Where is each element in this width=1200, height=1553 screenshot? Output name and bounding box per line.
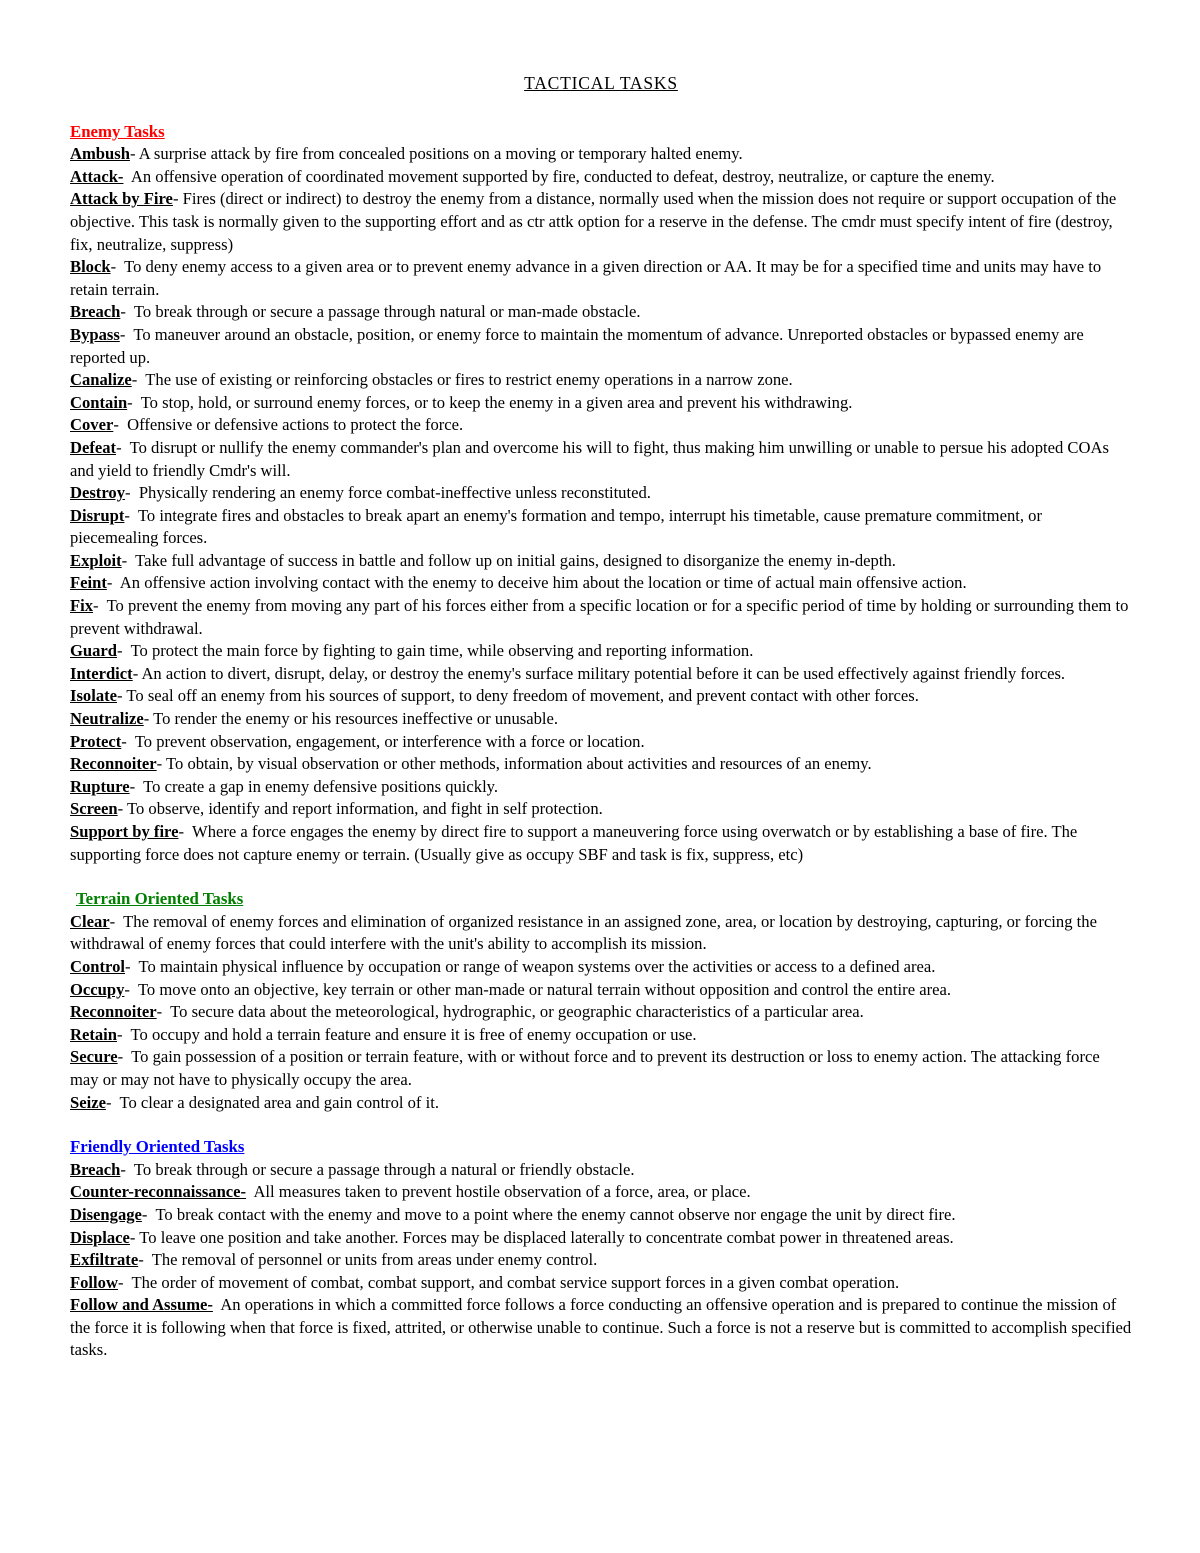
task-definition: The removal of personnel or units from areas under enemy control. [151,1250,598,1270]
task-entry [70,1159,1132,1182]
task-term: Exploit [70,550,122,570]
task-term: Control [70,956,126,976]
task-term: Follow and Assume- [70,1295,213,1315]
task-definition: To integrate fires and obstacles to break apart an enemy's formation and tempo, interrupt his timetable, cause premature commitment, or piecemealing forces. [70,505,1042,548]
task-term: Feint [70,573,107,593]
task-entry [70,753,1132,776]
task-entry [70,392,1132,415]
task-separator: - [125,483,139,503]
task-term: Attack by Fire [70,189,173,209]
task-separator: - [120,1159,134,1179]
task-entry [70,1272,1132,1295]
task-term: Fix [70,596,94,616]
task-term: Reconnoiter [70,1002,157,1022]
task-term: Rupture [70,776,130,796]
task-entry [70,640,1132,663]
task-definition: To stop, hold, or surround enemy forces, or to keep the enemy in a given area and prevent his withdrawing. [140,392,853,412]
task-definition: An offensive action involving contact with the enemy to deceive him about the location or time of actual main offensive action. [119,573,967,593]
task-term: Exfiltrate [70,1250,139,1270]
task-definition: To break through or secure a passage through a natural or friendly obstacle. [133,1159,635,1179]
task-entry [70,776,1132,799]
task-entry [70,1046,1132,1091]
task-definition: Fires (direct or indirect) to destroy the enemy from a distance, normally used when the mission does not require or support occupation of the objective. This task is normally given to the supporting effort and as ctr attk option for a reserve in the defense. The cmdr must specify intent of fire (destroy, fix, neutralize, suppress) [70,189,1117,254]
task-separator [123,167,130,186]
task-definition: To prevent the enemy from moving any part of his forces either from a specific location or for a specific period of time by holding or surrounding them to prevent withdrawal. [70,596,1129,638]
task-definition: To clear a designated area and gain control of it. [119,1092,439,1112]
task-term: Counter-reconnaissance- [70,1182,247,1202]
task-entry [70,663,1132,686]
task-term: Protect [70,731,122,751]
task-entry [70,550,1132,573]
task-term: Disengage [70,1204,142,1224]
section-title: Enemy Tasks [70,121,165,141]
task-definition: To maneuver around an obstacle, position, or enemy force to maintain the momentum of advance. Unreported obstacles or bypassed enemy are reported up. [70,324,1084,367]
task-separator: - [125,956,139,976]
task-separator: - [119,324,134,344]
task-separator: - [117,641,131,661]
task-entry [70,798,1132,821]
task-term: Retain [70,1024,118,1044]
task-separator: - [129,144,139,164]
task-term: Defeat [70,437,117,457]
section-title: Friendly Oriented Tasks [70,1137,245,1157]
task-definition: Where a force engages the enemy by direct fire to support a maneuvering force using overwatch or by establishing a base of fire. The supporting force does not capture enemy or terrain. (Usually give as occupy SBF and task is fix, suppress, etc) [70,822,1078,864]
task-entry [70,1001,1132,1024]
task-term: Isolate [70,686,118,706]
task-separator: - [117,686,127,706]
task-term: Screen [70,799,118,819]
task-definition: To break contact with the enemy and move to a point where the enemy cannot observe nor engage the unit by direct fire. [155,1204,956,1224]
task-entry [70,188,1132,256]
task-separator: - [117,799,127,819]
task-entry [70,437,1132,482]
task-term: Interdict [70,663,133,683]
task-entry [70,708,1132,731]
task-definition: To seal off an enemy from his sources of support, to deny freedom of movement, and prevent contact with other forces. [126,686,919,706]
task-definition: To observe, identify and report information, and fight in self protection. [127,799,603,819]
task-term: Block [70,257,111,277]
task-definition: To occupy and hold a terrain feature and ensure it is free of enemy occupation or use. [130,1024,697,1044]
task-entry [70,731,1132,754]
task-separator: - [141,1204,156,1224]
task-definition: To leave one position and take another. Forces may be displaced laterally to concentrate combat power in threatened areas. [139,1227,954,1247]
task-term: Neutralize [70,709,144,729]
task-term: Occupy [70,979,125,999]
task-separator: - [129,1227,140,1247]
task-separator: - [127,392,141,412]
task-entry [70,324,1132,369]
section-terrain-oriented-tasks [70,888,1132,1114]
task-definition: To render the enemy or his resources ineffective or unusable. [153,709,559,729]
task-term: Support by fire [70,822,179,841]
task-term: Contain [70,392,128,412]
task-separator: - [105,1092,120,1112]
task-separator: - [156,754,167,774]
task-term: Disrupt [70,505,125,525]
task-separator: - [178,822,193,841]
task-separator: - [106,573,120,593]
task-definition: The use of existing or reinforcing obstacles or fires to restrict enemy operations in a narrow zone. [145,370,793,390]
task-definition: To prevent observation, engagement, or interference with a force or location. [134,731,645,751]
page-title: TACTICAL TASKS [524,73,678,93]
section-friendly-oriented-tasks [70,1136,1132,1362]
task-definition: To move onto an objective, key terrain or other man-made or natural terrain without opposition and control the entire area. [137,979,951,999]
task-definition: To obtain, by visual observation or other methods, information about activities and resources of an enemy. [166,754,872,774]
task-definition: An operations in which a committed force follows a force conducting an offensive operation and is prepared to continue the mission of the force it is following when that force is fixed, attrited, or otherwise unable to continue. Such a force is not a reserve but is committed to accomplish specified tasks. [70,1295,1132,1360]
task-separator: - [120,302,134,322]
task-term: Reconnoiter [70,754,157,774]
task-separator: - [117,1047,132,1067]
task-entry [70,1249,1132,1272]
task-entry [70,1294,1132,1362]
task-term: Breach [70,1159,121,1179]
task-term: Attack- [70,166,124,186]
task-separator: - [109,911,124,931]
task-entry [70,572,1132,595]
task-entry [70,1181,1132,1204]
task-entry [70,369,1132,392]
task-definition: To create a gap in enemy defensive positions quickly. [143,776,499,796]
task-entry [70,505,1132,550]
task-entry [70,595,1132,640]
task-term: Canalize [70,370,132,390]
task-entry [70,956,1132,979]
task-separator: - [143,709,154,729]
task-term: Guard [70,641,118,661]
task-definition: To disrupt or nullify the enemy commander's plan and overcome his will to fight, thus making him unwilling or unable to persue his adopted COAs and yield to friendly Cmdr's will. [70,437,1109,480]
task-definition: The removal of enemy forces and elimination of organized resistance in an assigned zone, area, or location by destroying, capturing, or forcing the withdrawal of enemy forces that could interfere with the unit's ability to accomplish its mission. [70,911,1097,954]
task-separator: - [110,257,125,277]
task-entry [70,821,1132,866]
task-separator: - [124,505,138,525]
task-entry [70,685,1132,708]
task-term: Follow [70,1272,118,1292]
task-entry [70,1204,1132,1227]
task-term: Seize [70,1092,106,1112]
task-entry [70,414,1132,437]
task-entry [70,1024,1132,1047]
task-term: Displace [70,1227,130,1247]
task-definition: To gain possession of a position or terrain feature, with or without force and to prevent its destruction or loss to enemy action. The attacking force may or may not have to physically occupy the area. [70,1047,1100,1089]
task-separator: - [124,979,138,999]
task-separator: - [113,415,128,435]
document-page [70,70,1132,1384]
section-enemy-tasks [70,121,1132,867]
task-separator: - [138,1250,152,1270]
task-entry [70,979,1132,1002]
task-separator: - [129,776,144,796]
task-separator: - [121,731,135,751]
task-definition: Take full advantage of success in battle and follow up on initial gains, designed to disorganize the enemy in-depth. [135,550,896,570]
task-entry [70,143,1132,166]
task-entry [70,482,1132,505]
task-term: Cover [70,415,114,435]
task-separator: - [117,1272,132,1292]
task-definition: The order of movement of combat, combat support, and combat service support forces in a given combat operation. [131,1272,900,1292]
task-term: Clear [70,911,110,931]
task-definition: To break through or secure a passage through natural or man-made obstacle. [133,302,641,322]
task-term: Secure [70,1047,118,1067]
section-title: Terrain Oriented Tasks [76,889,244,909]
task-term: Bypass [70,324,120,344]
task-term: Destroy [70,483,125,503]
task-term: Ambush [70,144,130,164]
task-entry [70,1227,1132,1250]
task-definition: An offensive operation of coordinated movement supported by fire, conducted to defeat, destroy, neutralize, or capture the enemy. [130,166,995,186]
task-definition: An action to divert, disrupt, delay, or destroy the enemy's surface military potential before it can be used effectively against friendly forces. [141,663,1066,683]
task-entry [70,911,1132,956]
task-definition: All measures taken to prevent hostile observation of a force, area, or place. [253,1182,751,1202]
task-definition: A surprise attack by fire from concealed positions on a moving or temporary halted enemy. [138,144,743,164]
task-separator: - [132,663,142,683]
task-entry [70,256,1132,301]
task-separator: - [93,596,107,616]
task-definition: To deny enemy access to a given area or to prevent enemy advance in a given direction or AA. It may be for a specified time and units may have to retain terrain. [70,257,1102,299]
task-separator: - [131,370,146,390]
task-separator: - [156,1002,171,1022]
task-entry [70,301,1132,324]
task-entry [70,166,1132,189]
task-definition: To maintain physical influence by occupation or range of weapon systems over the activities or access to a defined area. [138,956,936,976]
task-definition: Offensive or defensive actions to protect the force. [127,415,464,435]
task-separator: - [117,1024,131,1044]
task-separator: - [121,550,136,570]
task-definition: To protect the main force by fighting to gain time, while observing and reporting information. [130,641,754,661]
task-entry [70,1092,1132,1115]
task-definition: Physically rendering an enemy force combat-ineffective unless reconstituted. [138,483,651,503]
task-separator: - [172,189,183,209]
task-definition: To secure data about the meteorological, hydrographic, or geographic characteristics of a particular area. [170,1002,864,1022]
task-separator: - [116,437,130,457]
task-term: Breach [70,302,121,322]
